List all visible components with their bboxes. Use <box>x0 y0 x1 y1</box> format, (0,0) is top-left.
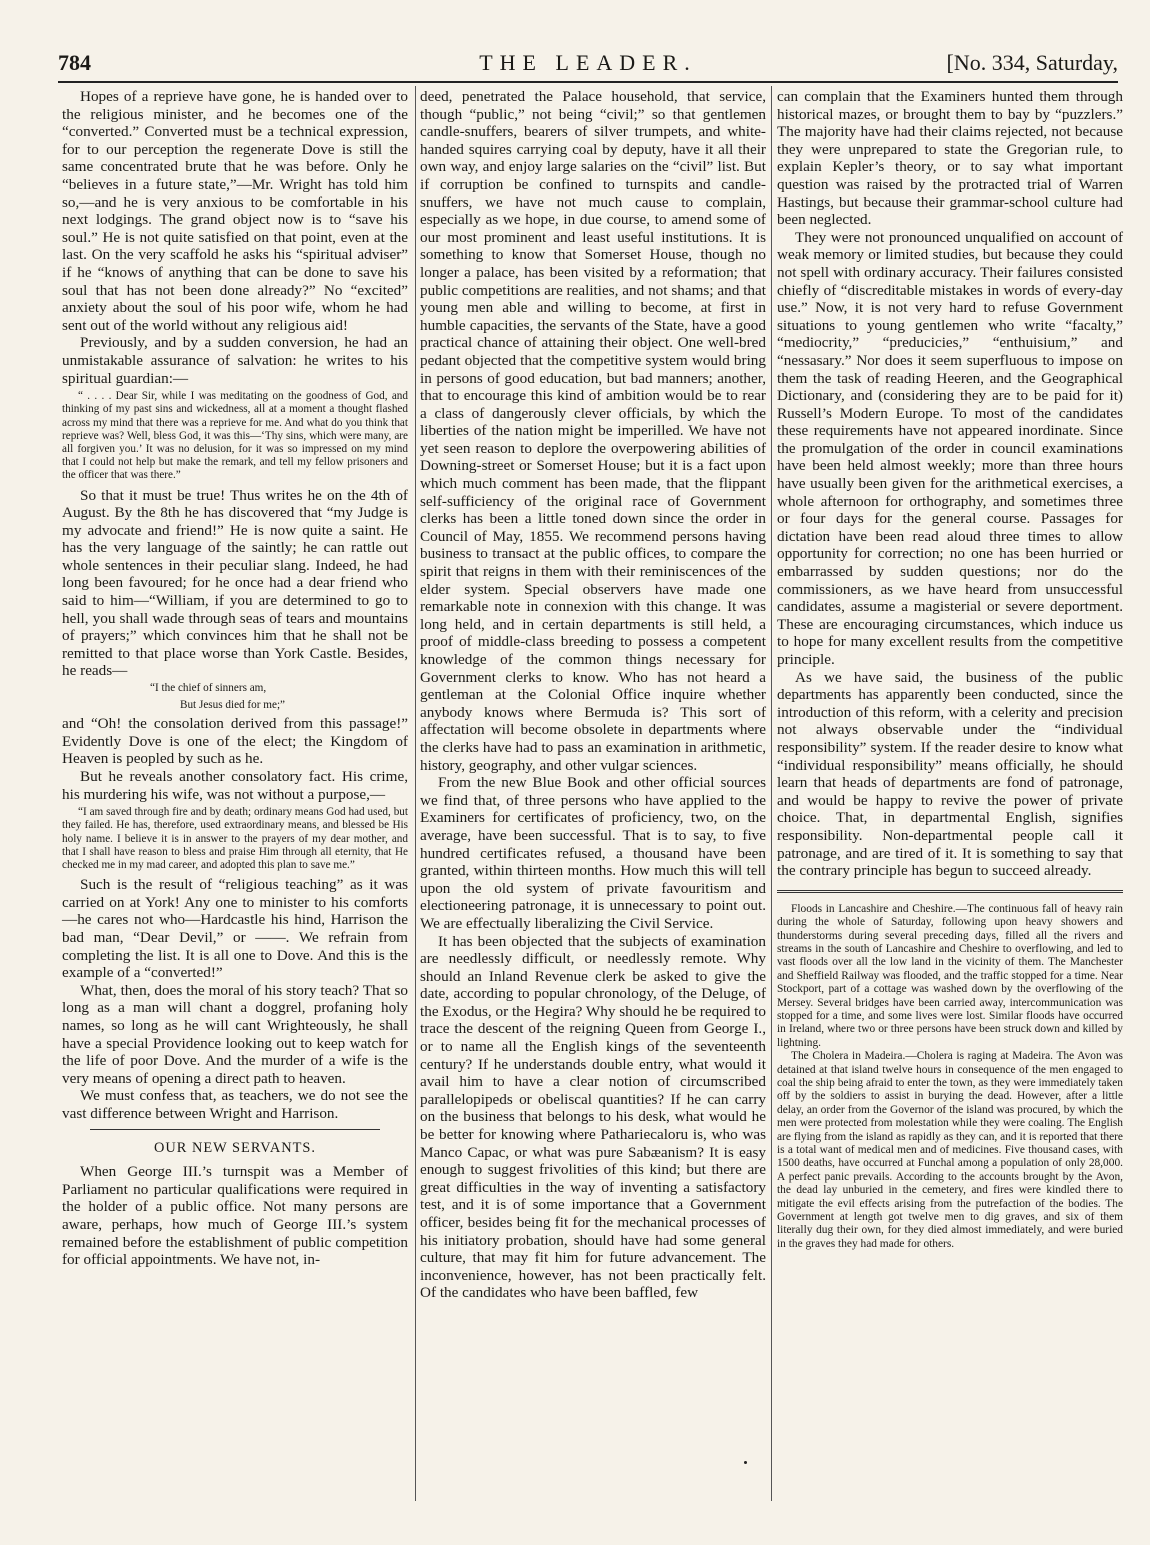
ink-speck <box>744 1461 747 1464</box>
article-heading: OUR NEW SERVANTS. <box>153 1139 317 1156</box>
column-divider <box>415 86 416 1501</box>
paragraph: deed, penetrated the Palace household, that service, though “public,” not being “civil;” so that gentlemen candle-snuffers, bearers of silver trumpets, and white-handed squires carrying coal by deputy, have it all their own way, and enjoy large salaries on the “civil” list. But if corruption be confined to turnspits and candle-snuffers, we have not much cause to complain, especially as we hope, in due course, to amend some of our most prominent and least useful institutions. It is something to know that Somerset House, though no longer a palace, has been visited by a reformation; that public competitions are realities, and not shams; and that young men able and willing to become, at first in humble capacities, the servants of the State, have a good practical chance of attaining their object. One well-bred pedant objected that the competitive system would bring in persons of good education, but bad manners; another, that to encourage this kind of ambition would be to rear a class of dangerously clever officials, by which the liberties of the nation might be imperilled. We have not yet seen reason to deplore the overpowering abilities of Downing-street or Somerset House; but it is a fact upon which much comment has been made, that the flippant self-sufficiency of the original race of Government clerks has been a little toned down since the order in Council of May, 1855. We recommend persons having business to transact at the public offices, to compare the spirit that reigns in them with their reminiscences of the elder system. Special observers have made one remarkable note in connexion with this change. It was long held, and in certain departments is still held, a proof of middle-class breeding to possess a competent knowledge of the common things necessary for Government clerks to know. Who has not heard a gentleman at the Colonial Office inquire whether anybody knows where Bermuda is? This sort of affectation will become obsolete in departments where the clerks have had to pass an examination in arithmetic, history, geography, and other vulgar sciences. <box>420 88 766 774</box>
paragraph: So that it must be true! Thus writes he on the 4th of August. By the 8th he has discovered that “my Judge is my advocate and friend!” He is now quite a saint. He has the very language of the saintly; he can rattle out whole sentences in their peculiar slang. Indeed, he had long been favoured; for he once had a dear friend who said to him—“William, if you are determined to go to hell, you shall wade through seas of tears and mountains of prayers;” which convinces him that he shall not be remitted to that place worse than York Castle. Besides, he reads— <box>62 486 408 680</box>
news-items <box>777 903 1123 1252</box>
issue-line: [No. 334, Saturday, <box>946 50 1118 75</box>
paragraph: When George III.’s turnspit was a Member of Parliament no particular qualifications were required in the holder of a public office. Not many persons are aware, perhaps, how much of George III.’s system remained before the establishment of public competition for official appointments. We have not, in- <box>62 1163 408 1269</box>
paragraph: But he reveals another consolatory fact. His crime, his murdering his wife, was not without a purpose,— <box>62 768 408 803</box>
paragraph: What, then, does the moral of his story teach? That so long as a man will chant a doggrel, profaning holy names, so long as he will cant Wrighteously, he shall have a special Providence looking out to keep watch for the life of poor Dove. And the murder of a wife is the very means of opening a direct path to heaven. <box>62 981 408 1087</box>
paragraph: Such is the result of “religious teaching” as it was carried on at York! Any one to minister to his comforts—he cares not who—Hardcastle his hind, Harrison the bad man, “Dear Devil,” or ——. We refrain from completing the list. It is all one to Dove. And this is the example of a “converted!” <box>62 876 408 982</box>
masthead-title: THE LEADER. <box>479 50 697 75</box>
verse-line: But Jesus died for me;” <box>180 698 286 711</box>
page-number: 784 <box>58 50 91 75</box>
column-3 <box>777 88 1123 1251</box>
quoted-letter: “I am saved through fire and by death; ordinary means God had used, but they failed. He has, therefore, used extraordinary means, and blessed be His holy name. I believe it is in answer to the prayers of my dear mother, and that I shall have reason to bless and praise Him through all eternity, that He checked me in my mad career, and adopted this plan to save me.” <box>62 806 408 872</box>
paragraph: Previously, and by a sudden conversion, he had an unmistakable assurance of salvation: he writes to his spiritual guardian:— <box>62 334 408 387</box>
paragraph: We must confess that, as teachers, we do not see the vast difference between Wright and Harrison. <box>62 1087 408 1122</box>
paragraph: They were not pronounced unqualified on account of weak memory or limited studies, but because they could not spell with ordinary accuracy. Their failures consisted chiefly of “discreditable mistakes in words of every-day use.” Now, it is not very hard to refuse Government situations to young gentlemen who write “facalty,” “mediocrity,” “preducicies,” “enthuisium,” and “nessasary.” Nor does it seem superfluous to impose on them the task of reading Heeren, and the Geographical Dictionary, and (considering they are to be paid for it) Russell’s Modern Europe. To most of the candidates these requirements have not appeared inordinate. Since the promulgation of the order in council examinations have been held almost weekly; more than three hours have usually been given for the arithmetical exercises, a whole afternoon for orthography, and sometimes three or four days for the general course. Passages for dictation have been read aloud three times to allow opportunity for correction; no one has been hurried or embarrassed by sudden questions; nor do the commissioners, as we have heard from unsuccessful candidates, assume a magisterial or severe deportment. These are encouraging circumstances, which induce us to hope for many excellent results from the competitive principle. <box>777 228 1123 668</box>
news-item-cholera: The Cholera in Madeira.—Cholera is raging at Madeira. The Avon was detained at that island twelve hours in consequence of the men engaged to coal the ship being afraid to enter the town, as they were immediately taken off by the soldiers to assist in burying the dead. However, after a little delay, an order from the Governor of the island was procured, by which the men were protected from molestation while they were coaling. The English are flying from the island as rapidly as they can, and it is reported that there is a total want of medical men and of medicines. Five thousand cases, with 1500 deaths, have occurred at Funchal among a population of only 28,000. A perfect panic prevails. According to the accounts brought by the Avon, the dead lay unburied in the cemetery, and fires were kindled there to mitigate the evil effects arising from the putrefaction of the bodies. The Government at length got twelve men to dig graves, and six of them literally dug their own, for they died almost immediately, and were buried in the graves they had made for others. <box>777 1050 1123 1250</box>
column-divider <box>771 86 772 1501</box>
column-2 <box>420 88 766 1302</box>
paragraph: can complain that the Examiners hunted them through historical mazes, or brought them to bay by “puzzlers.” The majority have had their claims rejected, not because they were unprepared to state the Gregorian rule, to explain Kepler’s theory, or to say what important question was raised by the protracted trial of Warren Hastings, but because their grammar-school culture had been neglected. <box>777 88 1123 229</box>
paragraph: It has been objected that the subjects of examination are needlessly difficult, or needlessly remote. Why should an Inland Revenue clerk be asked to give the date, according to popular chronology, of the Deluge, of the Exodus, or the Hegira? Why should he be required to trace the descent of the reigning Queen from George I., or to name all the English kings of the seventeenth century? If he understands double entry, what would it avail him to have a clear notion of circumscribed parallelopipeds or obeliscal quantities? If he can carry on the business that belongs to his desk, what would he be better for knowing where Pathariecaloru is, who was Manco Capac, or what was pure Sabæanism? It is easy enough to suggest frivolities of this kind; but there are great difficulties in the way of inventing a satisfactory test, and it is of some importance that a Government officer, besides being fit for the mechanical processes of his initiatory probation, should have had some general culture, that may fit him for future advancement. The inconvenience, however, has not been practically felt. Of the candidates who have been baffled, few <box>420 932 766 1302</box>
paragraph: and “Oh! the consolation derived from this passage!” Evidently Dove is one of the elect; the Kingdom of Heaven is peopled by such as he. <box>62 715 408 768</box>
section-rule <box>777 890 1123 893</box>
column-1 <box>62 88 408 1269</box>
section-rule <box>90 1129 380 1130</box>
verse-line: “I the chief of sinners am, <box>150 682 267 695</box>
page-header <box>58 50 1118 80</box>
header-rule <box>58 81 1118 83</box>
paragraph: As we have said, the business of the public departments has apparently been conducted, since the introduction of this reform, with a celerity and precision not always observable under the “individual responsibility” system. If the reader desire to know what “individual responsibility” means officially, he should learn that heads of departments are fond of patronage, and would be happy to revive the power of private choice. That, in departmental English, signifies responsibility. Non-departmental people call it patronage, and are tired of it. It is something to say that the contrary principle has begun to succeed already. <box>777 668 1123 880</box>
quoted-letter: “ . . . . Dear Sir, while I was meditating on the goodness of God, and thinking of my past sins and wickedness, all at a moment a thought flashed across my mind that there was a reprieve for me. And what do you think that reprieve was? Well, bless God, it was this—‘Thy sins, which were many, are all forgiven you.’ It was no delusion, for it was so impressed on my mind that I could not help but make the remark, and tell my fellow prisoners and the officer that was there.” <box>62 390 408 482</box>
news-item-floods: Floods in Lancashire and Cheshire.—The continuous fall of heavy rain during the whole of Saturday, following upon heavy showers and thunderstorms during several preceding days, filled all the rivers and streams in the south of Lancashire and Cheshire to overflowing, and led to vast floods over all the low land in the vicinity of them. The Manchester and Sheffield Railway was flooded, and the traffic stopped for a time. Near Stockport, part of a cottage was washed down by the overflowing of the Mersey. Several bridges have been carried away, intercommunication was stopped for a time, and some lives were lost. Similar floods have occurred in Ireland, where two or three persons have been struck down and killed by lightning. <box>777 902 1123 1049</box>
paragraph: Hopes of a reprieve have gone, he is handed over to the religious minister, and he becomes one of the “converted.” Converted must be a technical expression, for to our perception the regenerate Dove is still the same concentrated brute that he was before. Only he “believes in a future state,”—Mr. Wright has told him so,—and he is very anxious to be comfortable in his next lodgings. The grand object now is to “save his soul.” He is not quite satisfied on that point, even at the last. On the very scaffold he asks his “spiritual adviser” if he “knows of anything that can be done to save his soul that has not been done already?” No “excited” anxiety about the soul of his poor wife, whom he had sent out of the world without any religious aid! <box>62 88 408 334</box>
paragraph: From the new Blue Book and other official sources we find that, of three persons who have applied to the Examiners for certificates of proficiency, two, on the average, have been successful. That is to say, to five hundred certificates refused, a thousand have been granted, within thirteen months. How much this will tell upon the old system of private favouritism and electioneering patronage, it is unnecessary to point out. We are effectually liberalizing the Civil Service. <box>420 774 766 932</box>
